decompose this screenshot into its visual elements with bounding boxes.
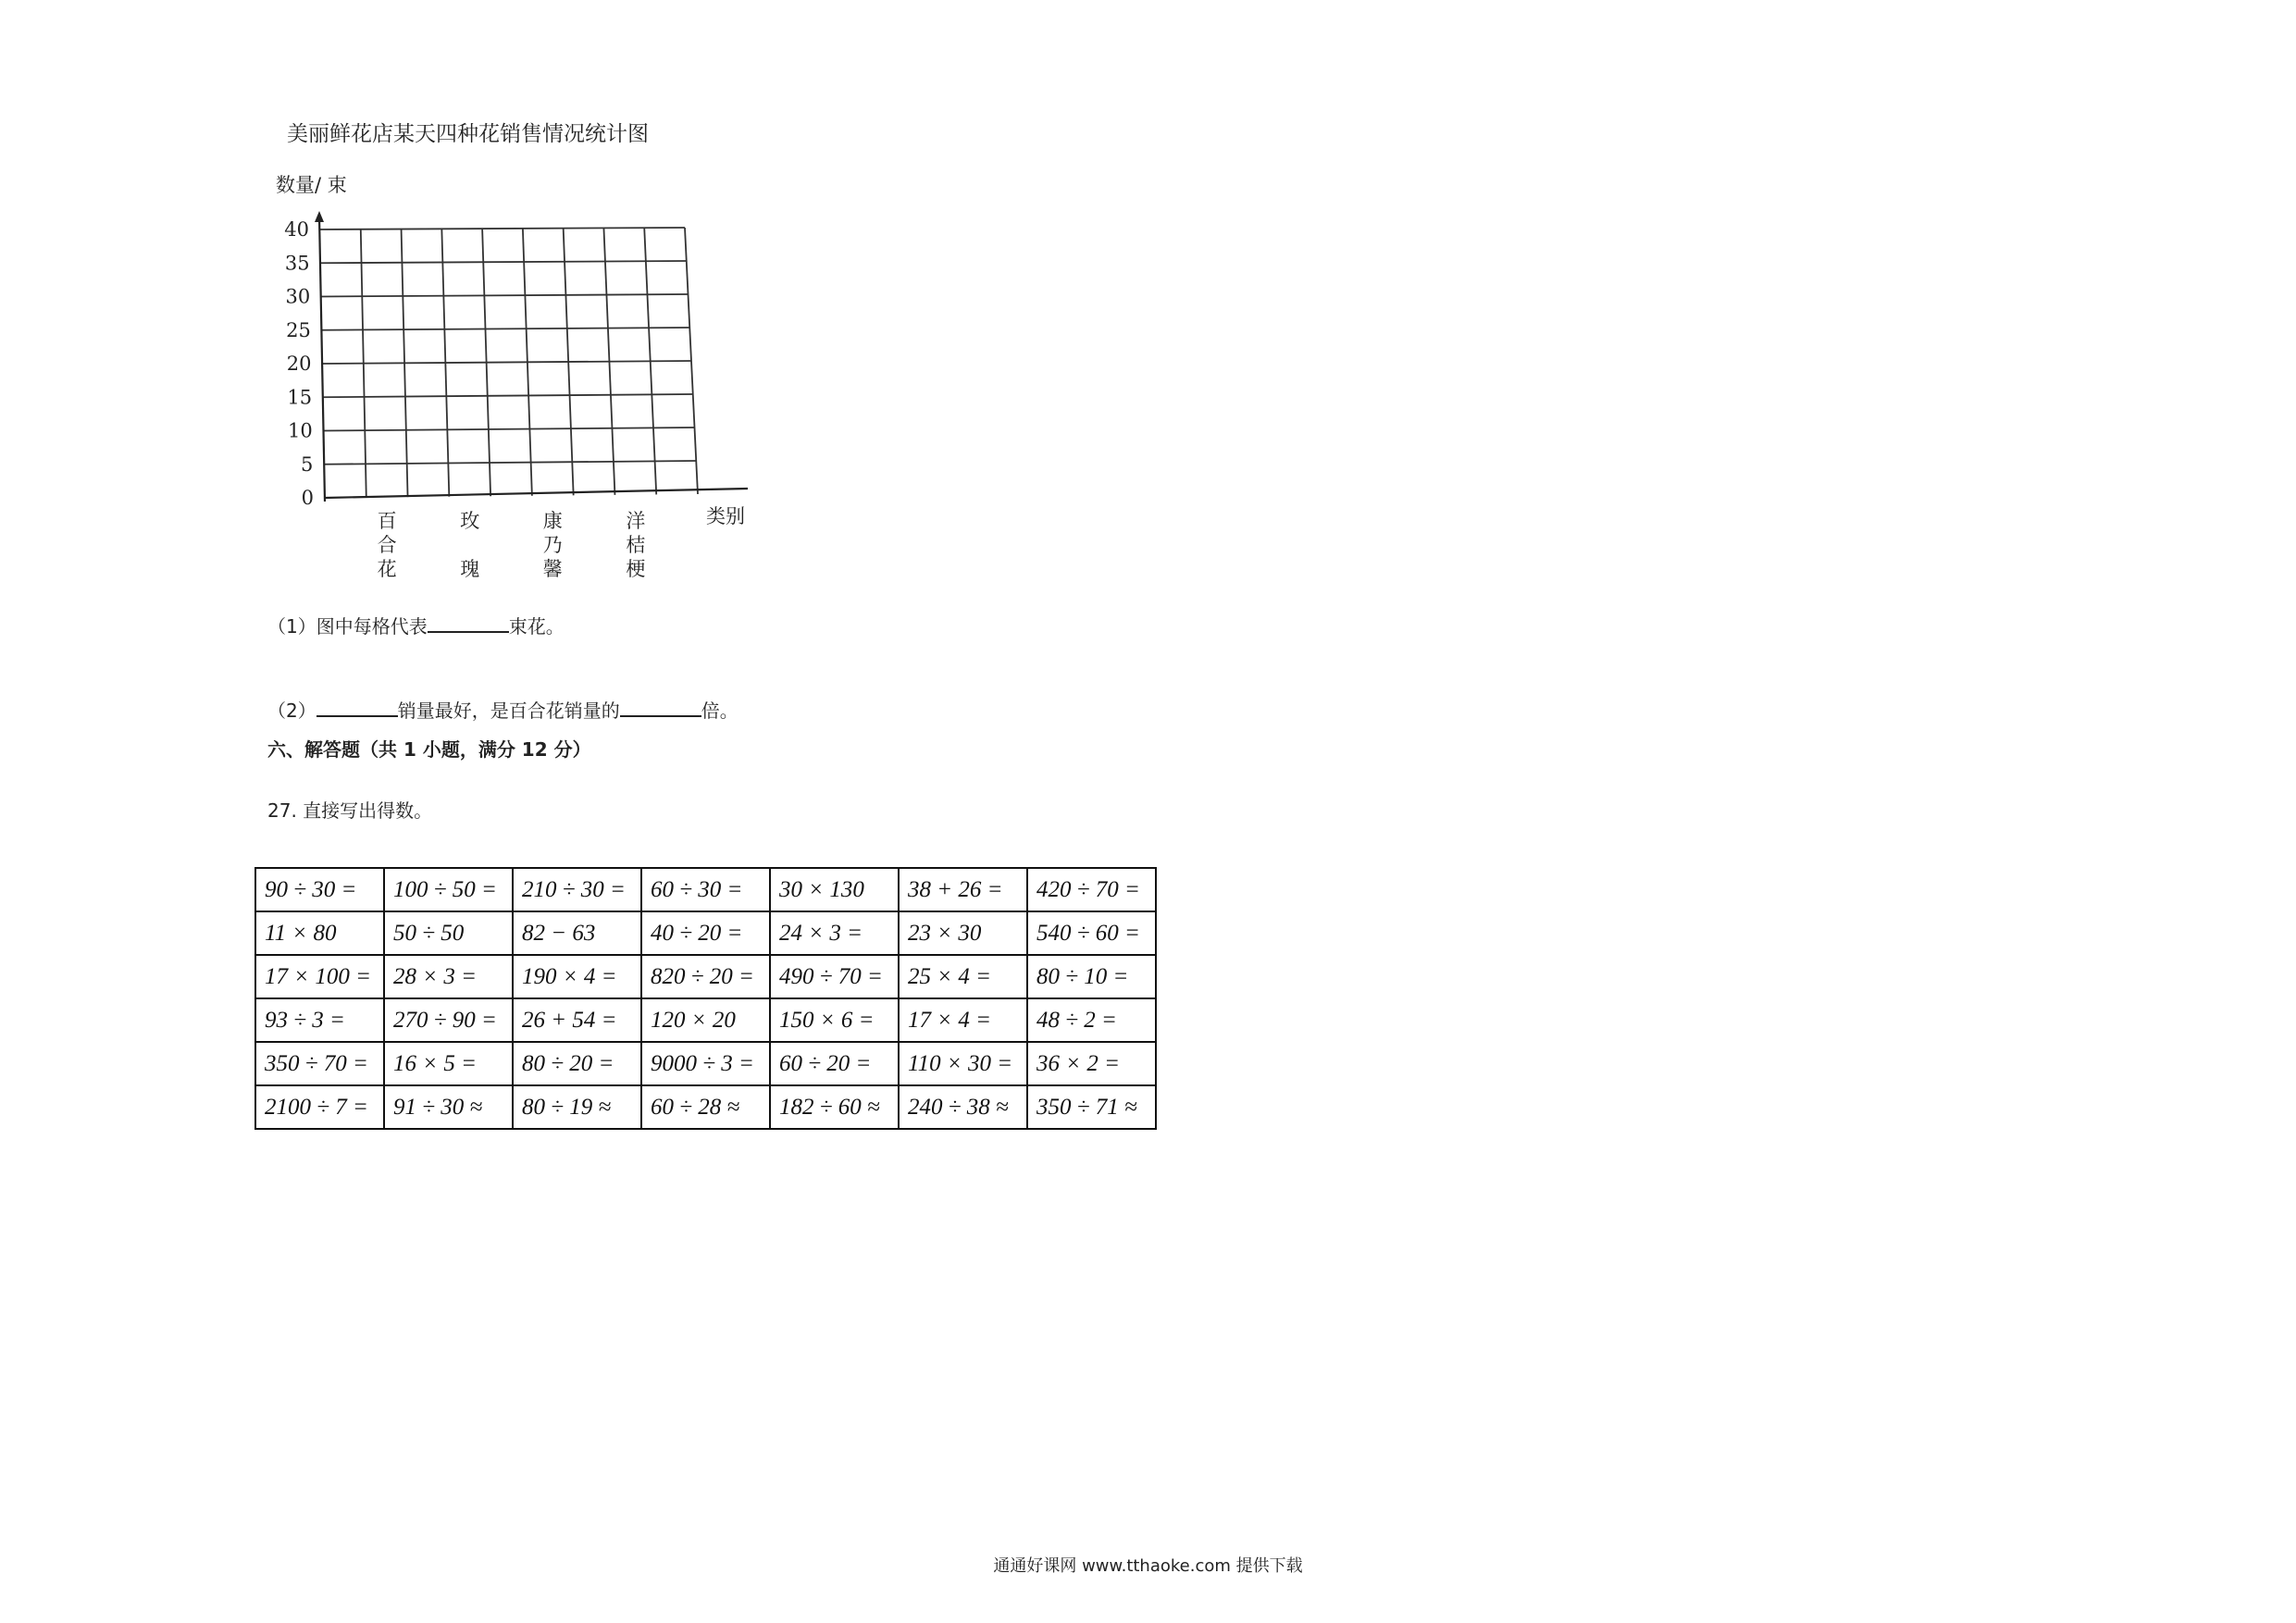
y-tick-label: 25 [286,318,311,341]
table-cell: 240 ÷ 38 ≈ [899,1085,1027,1129]
table-cell: 38 + 26 = [899,868,1027,911]
question-27: 27. 直接写出得数。 [267,799,433,822]
footer-text: 通通好课网 www.tthaoke.com 提供下载 [993,1556,1303,1576]
table-cell: 210 ÷ 30 = [513,868,641,911]
table-cell: 24 × 3 = [770,911,899,955]
y-tick-label: 40 [284,218,309,241]
category-label-char: 梗 [626,558,646,580]
grid-line-horizontal [323,361,692,364]
grid-line-horizontal [321,294,688,297]
grid-line-horizontal [322,328,689,330]
table-cell: 30 × 130 [770,868,899,911]
y-tick-labels [284,218,314,509]
category-label-char: 康 [542,510,563,532]
grid-line-horizontal [324,427,695,431]
table-cell: 80 ÷ 10 = [1027,955,1156,998]
table-cell: 120 × 20 [641,998,770,1042]
category-label-char: 合 [377,534,397,556]
table-cell: 40 ÷ 20 = [641,911,770,955]
x-axis [325,489,748,498]
table-row [255,1042,1156,1085]
question-2-prefix: （2） [267,700,316,722]
category-label-char: 瑰 [460,558,480,580]
table-cell: 490 ÷ 70 = [770,955,899,998]
question-1 [267,614,565,636]
table-cell: 60 ÷ 20 = [770,1042,899,1085]
category-label-char: 乃 [542,534,563,556]
calculation-table [254,867,1157,1130]
table-cell: 17 × 4 = [899,998,1027,1042]
table-cell: 50 ÷ 50 [384,911,513,955]
table-cell: 350 ÷ 71 ≈ [1027,1085,1156,1129]
section-heading: 六、解答题（共 1 小题，满分 12 分） [267,738,591,761]
question-1-prefix: （1）图中每格代表 [267,615,428,638]
table-cell: 270 ÷ 90 = [384,998,513,1042]
answer-blank-1[interactable] [428,614,509,633]
grid-line-horizontal [324,461,696,465]
chart-grid [320,228,698,498]
grid-line-horizontal [320,228,685,229]
table-cell: 80 ÷ 19 ≈ [513,1085,641,1129]
table-cell: 60 ÷ 30 = [641,868,770,911]
table-cell: 110 × 30 = [899,1042,1027,1085]
table-cell: 190 × 4 = [513,955,641,998]
category-label-char: 桔 [626,534,646,556]
table-cell: 820 ÷ 20 = [641,955,770,998]
table-cell: 16 × 5 = [384,1042,513,1085]
question-2-middle: 销量最好，是百合花销量的 [397,700,620,722]
table-row [255,868,1156,911]
category-label-char: 百 [377,510,397,532]
chart-title: 美丽鲜花店某天四种花销售情况统计图 [287,122,649,146]
table-cell: 60 ÷ 28 ≈ [641,1085,770,1129]
question-2 [267,699,738,720]
category-label-char: 花 [377,558,397,580]
answer-blank-2b[interactable] [620,699,701,717]
table-cell: 11 × 80 [255,911,384,955]
x-axis-name: 类别 [706,505,745,527]
table-cell: 540 ÷ 60 = [1027,911,1156,955]
table-cell: 36 × 2 = [1027,1042,1156,1085]
table-cell: 420 ÷ 70 = [1027,868,1156,911]
category-label-char: 洋 [626,510,646,532]
table-cell: 25 × 4 = [899,955,1027,998]
y-axis-arrow-icon [315,211,324,222]
table-cell: 100 ÷ 50 = [384,868,513,911]
table-cell: 80 ÷ 20 = [513,1042,641,1085]
grid-line-horizontal [323,394,693,397]
table-cell: 26 + 54 = [513,998,641,1042]
category-label-char: 玫 [460,510,480,532]
answer-blank-2a[interactable] [316,699,398,717]
table-cell: 182 ÷ 60 ≈ [770,1085,899,1129]
table-row [255,955,1156,998]
table-cell: 350 ÷ 70 = [255,1042,384,1085]
y-tick-label: 30 [285,285,311,308]
table-row [255,998,1156,1042]
y-axis [319,217,325,502]
table-cell: 93 ÷ 3 = [255,998,384,1042]
table-cell: 90 ÷ 30 = [255,868,384,911]
y-tick-label: 20 [286,353,312,375]
grid-line-horizontal [321,261,687,263]
y-tick-label: 10 [288,419,313,442]
page-footer [0,1553,2296,1577]
table-cell: 82 − 63 [513,911,641,955]
table-cell: 48 ÷ 2 = [1027,998,1156,1042]
table-cell: 150 × 6 = [770,998,899,1042]
y-tick-label: 15 [287,386,313,409]
table-cell: 91 ÷ 30 ≈ [384,1085,513,1129]
table-cell: 2100 ÷ 7 = [255,1085,384,1129]
category-labels [378,510,646,580]
y-tick-label: 0 [301,487,314,509]
question-2-suffix: 倍。 [701,700,738,722]
table-cell: 9000 ÷ 3 = [641,1042,770,1085]
category-label-char: 馨 [542,558,563,580]
flower-sales-chart [257,109,776,590]
table-cell: 17 × 100 = [255,955,384,998]
y-axis-name: 数量/ 束 [276,174,347,196]
table-row [255,1085,1156,1129]
y-tick-label: 35 [284,252,310,275]
y-tick-label: 5 [301,452,314,476]
table-cell: 28 × 3 = [384,955,513,998]
table-cell: 23 × 30 [899,911,1027,955]
chart-svg [257,109,776,590]
question-1-suffix: 束花。 [508,615,565,638]
table-row [255,911,1156,955]
